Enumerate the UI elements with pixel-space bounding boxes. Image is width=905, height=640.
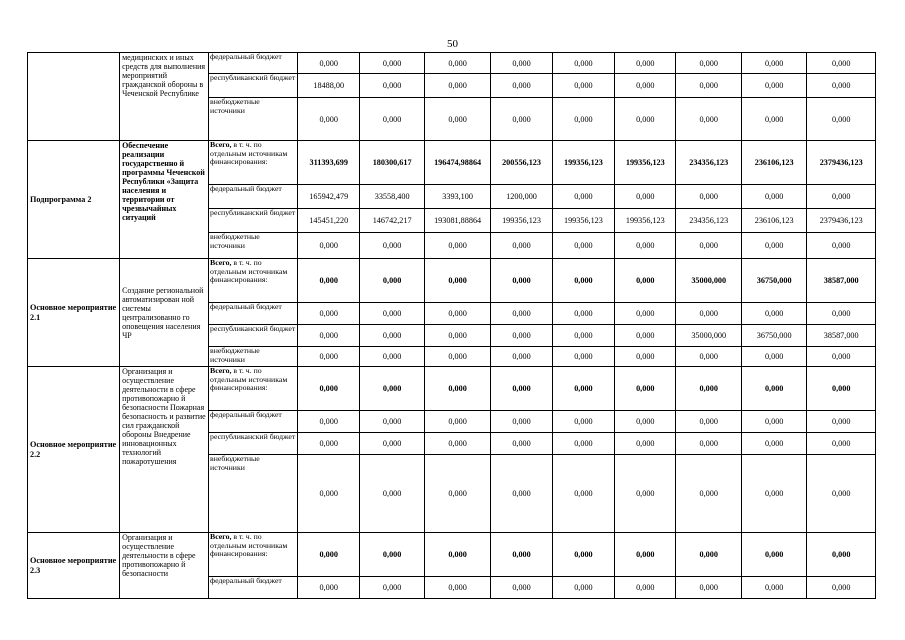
value-cell: 196474,98864: [424, 141, 490, 185]
value-cell: 0,000: [741, 185, 806, 209]
source-label: внебюджетные источники: [209, 98, 298, 141]
value-cell: 0,000: [298, 259, 360, 303]
value-cell: 0,000: [807, 347, 876, 367]
value-cell: 0,000: [741, 533, 806, 577]
value-cell: 0,000: [741, 74, 806, 98]
source-label: внебюджетные источники: [209, 455, 298, 533]
table-row: [28, 367, 876, 411]
value-cell: 0,000: [360, 233, 424, 259]
value-cell: 0,000: [491, 259, 552, 303]
value-cell: 0,000: [491, 533, 552, 577]
value-cell: 3393,100: [424, 185, 490, 209]
value-cell: 0,000: [807, 98, 876, 141]
value-cell: 0,000: [552, 367, 614, 411]
value-cell: 0,000: [360, 325, 424, 347]
value-cell: 0,000: [615, 533, 676, 577]
value-cell: 165942,479: [298, 185, 360, 209]
source-label: республиканский бюджет: [209, 325, 298, 347]
value-cell: 0,000: [552, 259, 614, 303]
value-cell: 0,000: [298, 455, 360, 533]
value-cell: 0,000: [676, 455, 741, 533]
value-cell: 0,000: [424, 233, 490, 259]
value-cell: 0,000: [424, 411, 490, 433]
value-cell: 0,000: [552, 455, 614, 533]
value-cell: 0,000: [360, 411, 424, 433]
value-cell: 0,000: [615, 577, 676, 599]
value-cell: 0,000: [676, 233, 741, 259]
value-cell: 0,000: [424, 577, 490, 599]
program-description: медицинских и иных средств для выполнения мероприятий гражданской обороны в Чеченской Республике: [120, 53, 209, 141]
value-cell: 18488,00: [298, 74, 360, 98]
value-cell: 0,000: [360, 53, 424, 74]
value-cell: 0,000: [615, 74, 676, 98]
value-cell: 0,000: [298, 347, 360, 367]
value-cell: 0,000: [552, 347, 614, 367]
value-cell: 199356,123: [491, 209, 552, 233]
value-cell: 0,000: [615, 325, 676, 347]
value-cell: 0,000: [491, 325, 552, 347]
source-label-total: [209, 533, 298, 577]
value-cell: 0,000: [615, 98, 676, 141]
value-cell: 0,000: [424, 325, 490, 347]
value-cell: 0,000: [298, 233, 360, 259]
value-cell: 0,000: [298, 411, 360, 433]
program-label: Основное мероприятие 2.2: [28, 367, 120, 533]
value-cell: 0,000: [491, 455, 552, 533]
value-cell: 0,000: [676, 533, 741, 577]
source-label-total: [209, 259, 298, 303]
program-description: Организация и осуществление деятельности в сфере противопожарно й безопасности: [120, 533, 209, 599]
value-cell: 0,000: [360, 98, 424, 141]
value-cell: 0,000: [676, 577, 741, 599]
value-cell: 0,000: [298, 433, 360, 455]
value-cell: 145451,220: [298, 209, 360, 233]
value-cell: 0,000: [615, 455, 676, 533]
value-cell: 0,000: [676, 433, 741, 455]
value-cell: 0,000: [424, 455, 490, 533]
value-cell: 0,000: [298, 53, 360, 74]
value-cell: 0,000: [741, 98, 806, 141]
value-cell: 0,000: [360, 259, 424, 303]
value-cell: 0,000: [807, 577, 876, 599]
value-cell: 0,000: [552, 433, 614, 455]
value-cell: 0,000: [360, 433, 424, 455]
value-cell: 38587,000: [807, 325, 876, 347]
source-label: внебюджетные источники: [209, 233, 298, 259]
table-row: [28, 533, 876, 577]
value-cell: 0,000: [552, 53, 614, 74]
value-cell: 0,000: [676, 347, 741, 367]
value-cell: 0,000: [807, 411, 876, 433]
source-label: внебюджетные источники: [209, 347, 298, 367]
source-label: федеральный бюджет: [209, 303, 298, 325]
value-cell: 0,000: [491, 347, 552, 367]
value-cell: 0,000: [807, 455, 876, 533]
value-cell: 0,000: [491, 98, 552, 141]
value-cell: 0,000: [552, 185, 614, 209]
financing-table: [27, 52, 876, 599]
table-row: [28, 259, 876, 303]
value-cell: 0,000: [491, 433, 552, 455]
value-cell: 0,000: [676, 53, 741, 74]
source-label: федеральный бюджет: [209, 53, 298, 74]
value-cell: 0,000: [615, 347, 676, 367]
value-cell: 0,000: [552, 533, 614, 577]
value-cell: 0,000: [424, 303, 490, 325]
value-cell: 0,000: [741, 411, 806, 433]
value-cell: 1200,000: [491, 185, 552, 209]
value-cell: 0,000: [424, 367, 490, 411]
value-cell: 0,000: [491, 303, 552, 325]
value-cell: 146742,217: [360, 209, 424, 233]
value-cell: 0,000: [807, 533, 876, 577]
value-cell: 0,000: [360, 367, 424, 411]
source-label-total: [209, 367, 298, 411]
program-description: Создание региональной автоматизирован ной системы централизованно го оповещения населения ЧР: [120, 259, 209, 367]
value-cell: 0,000: [298, 325, 360, 347]
value-cell: 0,000: [424, 259, 490, 303]
total-label-rest: в т. ч. по отдельным источникам финансирования:: [210, 140, 288, 166]
value-cell: 236106,123: [741, 141, 806, 185]
total-label: Всего,: [210, 532, 232, 541]
value-cell: 0,000: [741, 577, 806, 599]
value-cell: 193081,88864: [424, 209, 490, 233]
value-cell: 0,000: [615, 53, 676, 74]
value-cell: 199356,123: [615, 141, 676, 185]
value-cell: 0,000: [807, 53, 876, 74]
value-cell: 0,000: [741, 303, 806, 325]
value-cell: 0,000: [615, 303, 676, 325]
value-cell: 0,000: [807, 233, 876, 259]
value-cell: 0,000: [298, 98, 360, 141]
value-cell: 0,000: [807, 433, 876, 455]
value-cell: 0,000: [424, 74, 490, 98]
program-label: Подпрограмма 2: [28, 141, 120, 259]
source-label: федеральный бюджет: [209, 577, 298, 599]
value-cell: 0,000: [491, 233, 552, 259]
value-cell: 0,000: [741, 367, 806, 411]
value-cell: 0,000: [741, 53, 806, 74]
value-cell: 0,000: [615, 259, 676, 303]
source-label: республиканский бюджет: [209, 74, 298, 98]
value-cell: 0,000: [552, 325, 614, 347]
value-cell: 0,000: [491, 367, 552, 411]
value-cell: 0,000: [741, 455, 806, 533]
program-label-empty: [28, 53, 120, 141]
value-cell: 180300,617: [360, 141, 424, 185]
value-cell: 0,000: [424, 53, 490, 74]
total-label-rest: в т. ч. по отдельным источникам финансирования:: [210, 258, 288, 284]
value-cell: 0,000: [491, 411, 552, 433]
value-cell: 0,000: [676, 74, 741, 98]
value-cell: 0,000: [298, 577, 360, 599]
value-cell: 0,000: [298, 303, 360, 325]
value-cell: 0,000: [741, 347, 806, 367]
value-cell: 0,000: [676, 185, 741, 209]
total-label: Всего,: [210, 140, 232, 149]
source-label: федеральный бюджет: [209, 185, 298, 209]
value-cell: 199356,123: [552, 209, 614, 233]
value-cell: 0,000: [360, 303, 424, 325]
value-cell: 0,000: [360, 74, 424, 98]
value-cell: 311393,699: [298, 141, 360, 185]
total-label: Всего,: [210, 258, 232, 267]
value-cell: 0,000: [552, 577, 614, 599]
value-cell: 0,000: [424, 433, 490, 455]
value-cell: 0,000: [424, 533, 490, 577]
value-cell: 38587,000: [807, 259, 876, 303]
value-cell: 0,000: [615, 433, 676, 455]
value-cell: 0,000: [298, 367, 360, 411]
value-cell: 0,000: [552, 233, 614, 259]
program-description: Организация и осуществление деятельности в сфере противопожарно й безопасности Пожарная безопасность и развитие сил гражданской обороны Внедрение инновационных технологий пожаротушения: [120, 367, 209, 533]
value-cell: 0,000: [360, 533, 424, 577]
source-label: федеральный бюджет: [209, 411, 298, 433]
value-cell: 0,000: [552, 303, 614, 325]
value-cell: 0,000: [424, 347, 490, 367]
value-cell: 0,000: [491, 577, 552, 599]
value-cell: 36750,000: [741, 259, 806, 303]
value-cell: 0,000: [491, 74, 552, 98]
value-cell: 35000,000: [676, 259, 741, 303]
value-cell: 35000,000: [676, 325, 741, 347]
value-cell: 0,000: [741, 433, 806, 455]
value-cell: 0,000: [807, 185, 876, 209]
table-row: [28, 53, 876, 74]
value-cell: 200556,123: [491, 141, 552, 185]
value-cell: 2379436,123: [807, 141, 876, 185]
value-cell: 2379436,123: [807, 209, 876, 233]
source-label: республиканский бюджет: [209, 433, 298, 455]
value-cell: 199356,123: [615, 209, 676, 233]
total-label-rest: в т. ч. по отдельным источникам финансирования:: [210, 532, 288, 558]
value-cell: 0,000: [360, 455, 424, 533]
value-cell: 0,000: [676, 303, 741, 325]
value-cell: 0,000: [552, 411, 614, 433]
value-cell: 33558,400: [360, 185, 424, 209]
value-cell: 0,000: [676, 98, 741, 141]
value-cell: 36750,000: [741, 325, 806, 347]
value-cell: 0,000: [676, 367, 741, 411]
value-cell: 0,000: [741, 233, 806, 259]
program-label: Основное мероприятие 2.1: [28, 259, 120, 367]
value-cell: 199356,123: [552, 141, 614, 185]
value-cell: 0,000: [491, 53, 552, 74]
program-label: Основное мероприятие 2.3: [28, 533, 120, 599]
value-cell: 236106,123: [741, 209, 806, 233]
total-label-rest: в т. ч. по отдельным источникам финансирования:: [210, 366, 288, 392]
value-cell: 0,000: [424, 98, 490, 141]
value-cell: 234356,123: [676, 141, 741, 185]
value-cell: 0,000: [552, 74, 614, 98]
total-label: Всего,: [210, 366, 232, 375]
value-cell: 0,000: [676, 411, 741, 433]
table-row: [28, 141, 876, 185]
page-number: 50: [447, 38, 458, 50]
value-cell: 0,000: [615, 233, 676, 259]
value-cell: 0,000: [552, 98, 614, 141]
value-cell: 234356,123: [676, 209, 741, 233]
source-label-total: [209, 141, 298, 185]
value-cell: 0,000: [360, 577, 424, 599]
value-cell: 0,000: [615, 367, 676, 411]
value-cell: 0,000: [360, 347, 424, 367]
value-cell: 0,000: [807, 74, 876, 98]
value-cell: 0,000: [615, 185, 676, 209]
value-cell: 0,000: [615, 411, 676, 433]
source-label: республиканский бюджет: [209, 209, 298, 233]
program-description: Обеспечение реализации государственно й программы Чеченской Республики «Защита населения и территории от чрезвычайных ситуаций: [120, 141, 209, 259]
value-cell: 0,000: [807, 367, 876, 411]
value-cell: 0,000: [807, 303, 876, 325]
value-cell: 0,000: [298, 533, 360, 577]
